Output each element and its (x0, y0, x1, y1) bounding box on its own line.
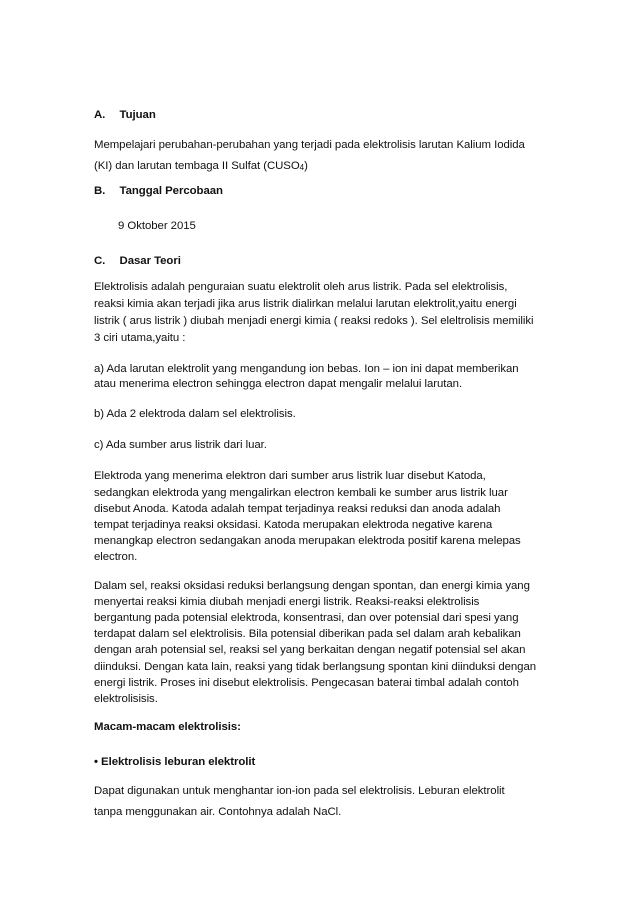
paragraph-1-line: reaksi kimia akan terjadi jika arus listrik dialirkan melalui larutan elektrolit,yaitu energi (94, 298, 517, 310)
paragraph-3-line: elektrolisisis. (94, 693, 158, 705)
paragraph-2-line: menangkap electron sedangakan anoda merupakan elektroda positif karena melepas (94, 535, 521, 547)
paragraph-3-line: dengan arah potensial sel, reaksi sel yang berkaitan dengan negatif potensial sel akan (94, 644, 526, 656)
section-a-heading (94, 108, 156, 122)
section-b-date: 9 Oktober 2015 (118, 220, 196, 232)
section-a-line-2-prefix: (KI) dan larutan tembaga II Sulfat (CUSO (94, 160, 300, 172)
section-c-label: C. (94, 255, 106, 267)
paragraph-2-line: disebut Anoda. Katoda adalah tempat terjadinya reaksi reduksi dan anoda adalah (94, 503, 501, 515)
bullet-heading: • Elektrolisis leburan elektrolit (94, 756, 256, 768)
paragraph-2-line: tempat terjadinya reaksi oksidasi. Katoda merupakan elektroda negative karena (94, 519, 493, 531)
paragraph-3-line: energi listrik. Proses ini disebut elektrolisis. Pengecasan baterai timbal adalah contoh (94, 677, 519, 689)
paragraph-2-line: Elektroda yang menerima elektron dari sumber arus listrik luar disebut Katoda, (94, 470, 486, 482)
paragraph-1-line: listrik ( arus listrik ) diubah menjadi energi kimia ( reaksi redoks ). Sel eleltrolisis memiliki (94, 315, 534, 327)
macam-body-line: tanpa menggunakan air. Contohnya adalah NaCl. (94, 806, 342, 818)
section-c-heading (94, 254, 181, 268)
paragraph-1-line: Elektrolisis adalah penguraian suatu elektrolit oleh arus listrik. Pada sel elektrolisis, (94, 281, 508, 293)
list-item-b: b) Ada 2 elektroda dalam sel elektrolisis. (94, 408, 296, 420)
section-c-title: Dasar Teori (119, 255, 181, 267)
paragraph-2-line: electron. (94, 551, 138, 563)
section-a-line-2-suffix: ) (304, 160, 308, 172)
macam-body-line: Dapat digunakan untuk menghantar ion-ion pada sel elektrolisis. Leburan elektrolit (94, 785, 505, 797)
macam-heading: Macam-macam elektrolisis: (94, 721, 241, 733)
paragraph-3-line: diinduksi. Dengan kata lain, reaksi yang tidak berlangsung spontan kini diinduksi dengan (94, 661, 537, 673)
section-a-line-2 (94, 159, 308, 175)
list-item-c: c) Ada sumber arus listrik dari luar. (94, 439, 267, 451)
paragraph-3-line: bergantung pada potensial elektroda, konsentrasi, dan over potensial dari spesi yang (94, 612, 519, 624)
list-item-a-line: atau menerima electron sehingga electron dapat mengalir melalui larutan. (94, 378, 463, 390)
section-b-title: Tanggal Percobaan (119, 185, 223, 197)
section-a-title: Tujuan (119, 109, 156, 121)
section-a-line-2-subscript: 4 (299, 163, 305, 172)
section-a-line-1: Mempelajari perubahan-perubahan yang terjadi pada elektrolisis larutan Kalium Iodida (94, 139, 525, 151)
section-b-heading (94, 184, 223, 198)
paragraph-3-line: terdapat dalam sel elektrolisis. Bila potensial diberikan pada sel dalam arah kebalikan (94, 628, 521, 640)
list-item-a-line: a) Ada larutan elektrolit yang mengandung ion bebas. Ion – ion ini dapat memberikan (94, 363, 519, 375)
paragraph-2-line: sedangkan elektroda yang mengalirkan electron kembali ke sumber arus listrik luar (94, 487, 508, 499)
section-b-label: B. (94, 185, 106, 197)
section-a-label: A. (94, 109, 106, 121)
paragraph-1-line: 3 ciri utama,yaitu : (94, 332, 186, 344)
paragraph-3-line: Dalam sel, reaksi oksidasi reduksi berlangsung dengan spontan, dan energi kimia yang (94, 580, 530, 592)
paragraph-3-line: menyertai reaksi kimia diubah menjadi energi listrik. Reaksi-reaksi elektrolisis (94, 596, 480, 608)
